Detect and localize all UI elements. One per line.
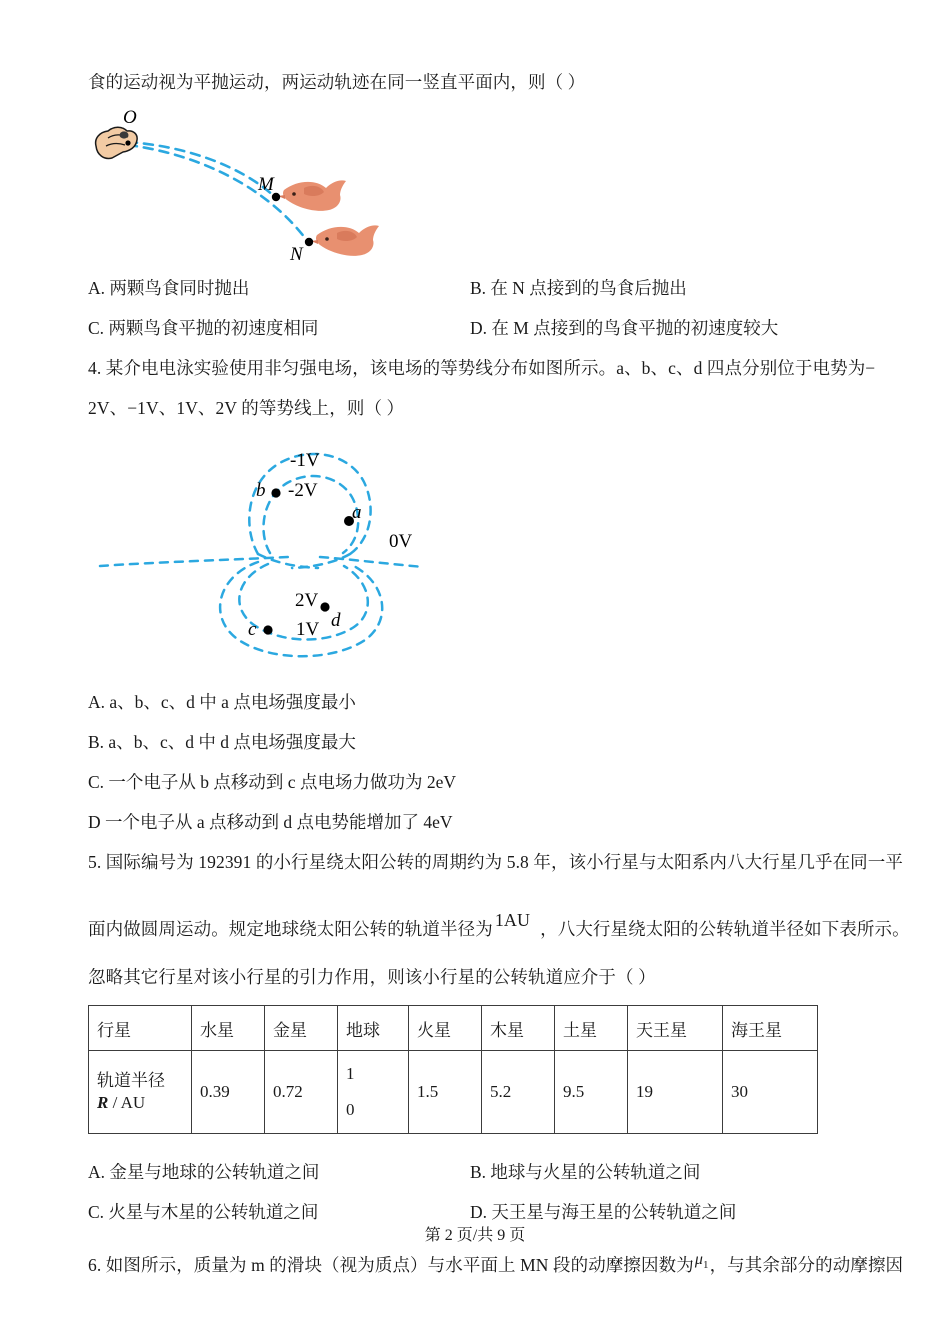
q3-option-row-2 <box>88 308 874 348</box>
q4-option-d: D 一个电子从 a 点移动到 d 点电势能增加了 4eV <box>88 812 453 832</box>
table-cell-venus-radius: 0.72 <box>265 1051 338 1134</box>
q6-mu-subscript: 1 <box>702 1259 709 1272</box>
q3-option-a: A. 两颗鸟食同时抛出 <box>88 278 250 298</box>
table-cell-earth-radius <box>338 1051 409 1134</box>
q6-stem-after: ，与其余部分的动摩擦因 <box>709 1255 904 1275</box>
table-cell-mars-radius: 1.5 <box>409 1051 482 1134</box>
q3-options <box>88 268 874 348</box>
label-point-d: d <box>331 610 341 631</box>
table-header-cell-mars: 火星 <box>409 1006 482 1051</box>
table-cell-saturn-radius: 9.5 <box>555 1051 628 1134</box>
label-point-m: M <box>258 174 274 195</box>
label-1v: 1V <box>296 619 320 640</box>
point-n-dot <box>305 238 313 246</box>
table-header-cell-uranus: 天王星 <box>628 1006 723 1051</box>
table-cell-neptune-radius: 30 <box>723 1051 818 1134</box>
table-header-cell-neptune: 海王星 <box>723 1006 818 1051</box>
q4-figure-equipotential <box>88 436 874 664</box>
q6-mu-symbol <box>694 1240 710 1285</box>
q4-options <box>88 682 874 842</box>
page-content <box>88 62 910 1285</box>
label-minus-2v: -2V <box>288 480 318 501</box>
q5-stem-line-1: 5. 国际编号为 192391 的小行星绕太阳公转的周期约为 5.8 年，该小行星与太阳系内八大行星几乎在同一平 <box>88 852 903 872</box>
bird-at-m <box>278 180 346 210</box>
contour-0v-left <box>100 557 288 566</box>
q3-stem-tail: 食的运动视为平抛运动，两运动轨迹在同一竖直平面内，则（ ） <box>88 72 586 92</box>
table-header-cell-mercury: 水星 <box>192 1006 265 1051</box>
point-b-dot <box>271 488 280 497</box>
trajectory-to-n <box>128 145 308 242</box>
table-header-cell-venus: 金星 <box>265 1006 338 1051</box>
table-cell-uranus-radius: 19 <box>628 1051 723 1134</box>
page-footer: 第 2 页/共 9 页 <box>424 1227 526 1244</box>
q5-stem-line-3: 忽略其它行星对该小行星的引力作用，则该小行星的公转轨道应介于（ ） <box>88 967 656 987</box>
table-header-cell-earth: 地球 <box>338 1006 409 1051</box>
food-dot-origin <box>125 140 130 145</box>
label-point-n: N <box>290 244 303 265</box>
q5-option-b: B. 地球与火星的公转轨道之间 <box>470 1162 701 1182</box>
table-cell-mercury-radius: 0.39 <box>192 1051 265 1134</box>
q6-mu-glyph: μ <box>694 1251 703 1268</box>
label-point-a: a <box>352 502 362 523</box>
label-minus-1v: -1V <box>290 450 320 471</box>
contour-0v-right <box>320 557 424 567</box>
q5-stem-line-2-before: 面内做圆周运动。规定地球绕太阳公转的轨道半径为 <box>88 919 493 939</box>
label-point-b: b <box>256 480 266 501</box>
table-cell-jupiter-radius: 5.2 <box>482 1051 555 1134</box>
q4-option-row-c <box>88 762 874 802</box>
table-cell-radius-label <box>89 1051 192 1134</box>
point-c-dot <box>263 625 272 634</box>
q3-option-c: C. 两颗鸟食平抛的初速度相同 <box>88 318 319 338</box>
q5-option-row-1 <box>88 1152 874 1192</box>
q5-unit-1au: 1AU <box>494 910 531 930</box>
table-header-cell-label: 行星 <box>89 1006 192 1051</box>
q4-stem-line-1: 4. 某介电电泳实验使用非匀强电场，该电场的等势线分布如图所示。a、b、c、d 四点分别位于电势为− <box>88 358 876 378</box>
q5-options <box>88 1152 874 1232</box>
q6-stem-line-1 <box>88 1240 904 1285</box>
q6-stem-before: 6. 如图所示，质量为 m 的滑块（视为质点）与水平面上 MN 段的动摩擦因数为 <box>88 1255 694 1275</box>
q4-option-c: C. 一个电子从 b 点移动到 c 点电场力做功为 2eV <box>88 772 456 792</box>
q4-option-row-d <box>88 802 874 842</box>
label-2v: 2V <box>295 590 319 611</box>
q5-option-c: C. 火星与木星的公转轨道之间 <box>88 1202 319 1222</box>
label-point-c: c <box>248 619 257 640</box>
q4-stem-line-2: 2V、−1V、1V、2V 的等势线上，则（ ） <box>88 398 405 418</box>
q3-figure-projectile <box>88 102 874 265</box>
q4-option-b: B. a、b、c、d 中 d 点电场强度最大 <box>88 732 356 752</box>
q4-option-a: A. a、b、c、d 中 a 点电场强度最小 <box>88 692 356 712</box>
label-origin-o: O <box>123 107 137 128</box>
radius-label-text: 轨道半径 <box>97 1071 165 1090</box>
hand-icon <box>96 127 138 158</box>
q3-option-b: B. 在 N 点接到的鸟食后抛出 <box>470 278 687 298</box>
radius-symbol: R <box>97 1093 109 1112</box>
trajectory-to-m <box>128 142 274 196</box>
planet-orbit-table <box>88 1005 818 1134</box>
table-header-cell-saturn: 土星 <box>555 1006 628 1051</box>
q5-stem-line-2-after: ，八大行星绕太阳的公转轨道半径如下表所示。 <box>540 919 910 939</box>
q4-option-row-a <box>88 682 874 722</box>
earth-radius-line-1: 1 <box>346 1064 355 1083</box>
q3-option-d: D. 在 M 点接到的鸟食平抛的初速度较大 <box>470 318 779 338</box>
table-row-header <box>89 1006 818 1051</box>
q5-stem-line-2 <box>88 900 910 949</box>
earth-radius-line-2: 0 <box>346 1100 355 1119</box>
point-d-dot <box>320 602 329 611</box>
radius-unit: / AU <box>112 1093 146 1112</box>
table-row-radius <box>89 1051 818 1134</box>
table-header-cell-jupiter: 木星 <box>482 1006 555 1051</box>
q5-option-d: D. 天王星与海王星的公转轨道之间 <box>470 1202 737 1222</box>
q4-option-row-b <box>88 722 874 762</box>
q3-option-row-1 <box>88 268 874 308</box>
label-0v: 0V <box>389 531 413 552</box>
q5-option-a: A. 金星与地球的公转轨道之间 <box>88 1162 320 1182</box>
